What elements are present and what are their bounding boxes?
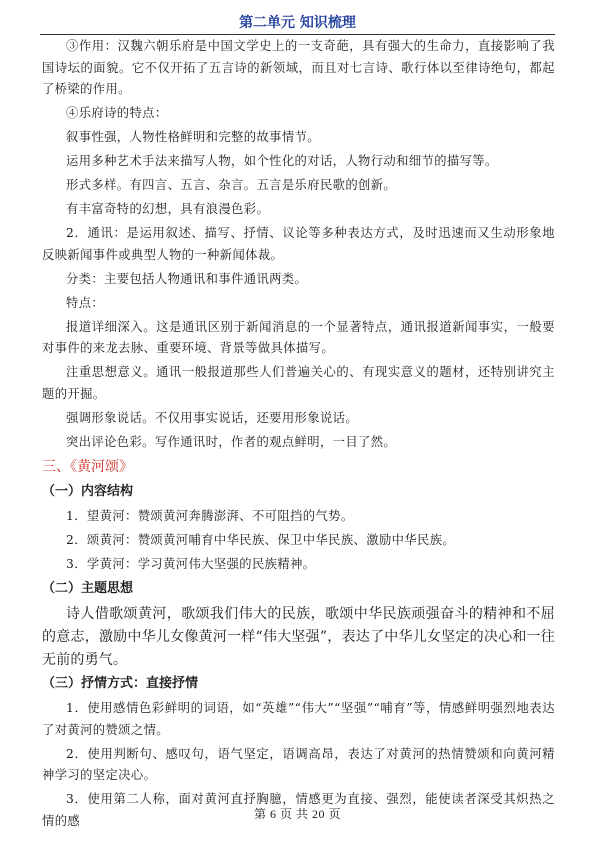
paragraph-tongxun-definition: 2．通讯：是运用叙述、描写、抒情、议论等多种表达方式，及时迅速而又生动形象地反映新闻事件或典型人物的一种新闻体裁。 xyxy=(42,226,555,262)
paragraph-tongxun-commentary: 突出评论色彩。写作通讯时，作者的观点鲜明，一目了然。 xyxy=(66,434,397,449)
heading-structure: （一）内容结构 xyxy=(42,483,134,499)
structure-item-3: 3．学黄河：学习黄河伟大坚强的民族精神。 xyxy=(66,556,316,571)
paragraph-feature-narrative: 叙事性强，人物性格鲜明和完整的故事情节。 xyxy=(66,130,320,144)
page-number: 第 6 页 共 20 页 xyxy=(253,807,341,821)
paragraph-tongxun-features-label: 特点： xyxy=(66,295,105,310)
lyric-item-3: 3．使用第二人称，面对黄河直抒胸臆，情感更为直接、强烈，能使读者深受其炽热之情的感 xyxy=(42,792,555,828)
section-title-huanghesong: 三、《黄河颂》 xyxy=(42,458,133,475)
heading-lyric-method: （三）抒情方式：直接抒情 xyxy=(42,676,199,691)
lyric-item-2: 2．使用判断句、感叹句，语气坚定，语调高昂，表达了对黄河的热情赞颂和向黄河精神学习的坚定决心。 xyxy=(42,746,555,782)
lyric-item-1: 1．使用感情色彩鲜明的词语，如“英雄”“伟大”“坚强”“哺育”等，情感鲜明强烈地表达了对黄河的赞颂之情。 xyxy=(42,701,555,737)
theme-text: 诗人借歌颂黄河，歌颂我们伟大的民族，歌颂中华民族顽强奋斗的精神和不屈的意志，激励中华儿女像黄河一样“伟大坚强”，表达了中华儿女坚定的决心和一往无前的勇气。 xyxy=(42,605,555,668)
page-header xyxy=(40,0,555,35)
paragraph-feature-techniques: 运用多种艺术手法来描写人物，如个性化的对话，人物行动和细节的描写等。 xyxy=(66,154,498,168)
structure-item-2: 2．颂黄河：赞颂黄河哺育中华民族、保卫中华民族、激励中华民族。 xyxy=(66,532,456,547)
paragraph-feature-fantasy: 有丰富奇特的幻想，具有浪漫色彩。 xyxy=(66,202,270,216)
header-title: 第二单元 知识梳理 xyxy=(239,15,356,31)
paragraph-features-heading: ④乐府诗的特点： xyxy=(66,106,168,120)
page-content xyxy=(42,36,555,835)
paragraph-tongxun-meaning: 注重思想意义。通讯一般报道那些人们普遍关心的、有现实意义的题材，还特别讲究主题的开掘。 xyxy=(42,365,555,401)
paragraph-tongxun-detail: 报道详细深入。这是通讯区别于新闻消息的一个显著特点，通讯报道新闻事实，一般要对事件的来龙去脉、重要环境、背景等做具体描写。 xyxy=(42,319,555,355)
structure-item-1: 1．望黄河：赞颂黄河奔腾澎湃、不可阻挡的气势。 xyxy=(66,508,354,523)
paragraph-tongxun-types: 分类：主要包括人物通讯和事件通讯两类。 xyxy=(66,271,308,286)
paragraph-function: ③作用：汉魏六朝乐府是中国文学史上的一支奇葩，具有强大的生命力，直接影响了我国诗坛的面貌。它不仅开拓了五言诗的新领域，而且对七言诗、歌行体以至律诗绝句，都起了桥梁的作用。 xyxy=(42,39,555,96)
heading-theme: （二）主题思想 xyxy=(42,580,134,596)
paragraph-tongxun-image: 强调形象说话。不仅用事实说话，还要用形象说话。 xyxy=(66,410,359,425)
paragraph-feature-forms: 形式多样。有四言、五言、杂言。五言是乐府民歌的创新。 xyxy=(66,178,397,192)
